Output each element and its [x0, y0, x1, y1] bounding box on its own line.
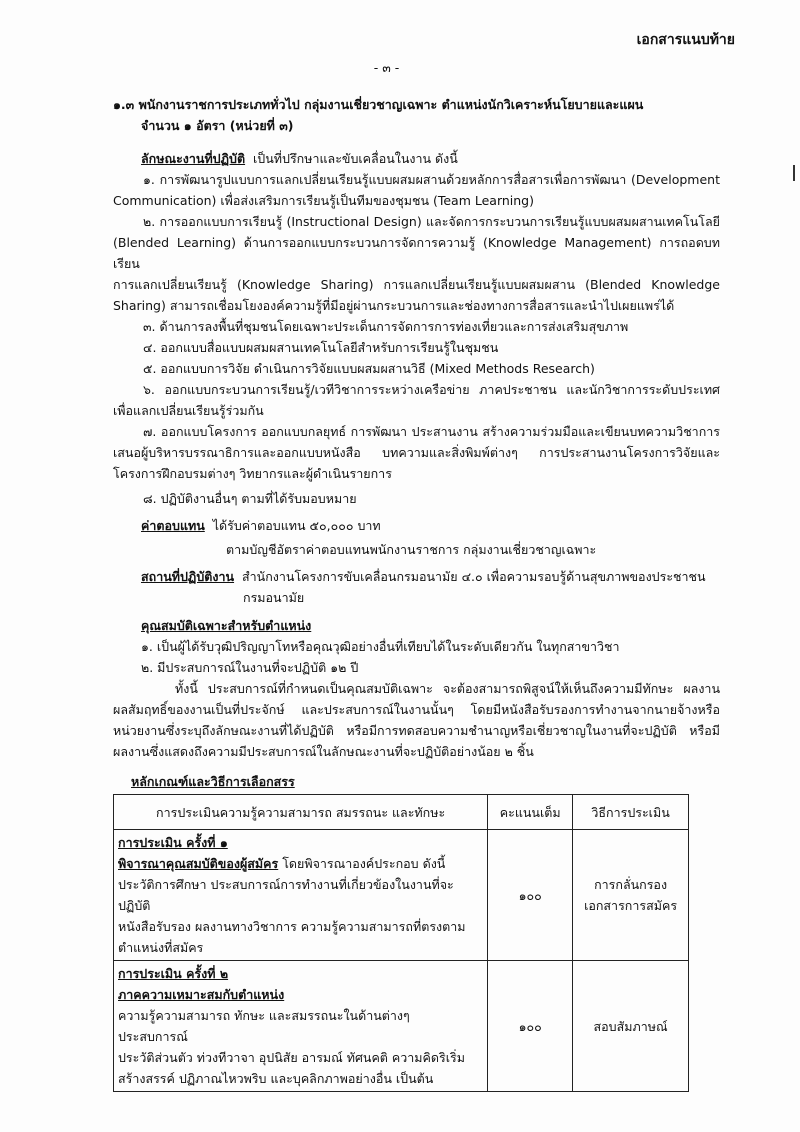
duties-heading-line — [141, 148, 720, 169]
score-cell: ๑๐๐ — [488, 830, 573, 961]
qualification-line: ๒. มีประสบการณ์ในงานที่จะปฏิบัติ ๑๒ ปี — [141, 660, 359, 675]
compensation-basis: ตามบัญชีอัตราค่าตอบแทนพนักงานราชการ กลุ่มงานเชี่ยวชาญเฉพาะ — [226, 542, 597, 557]
duty-line: การแลกเปลี่ยนเรียนรู้ (Knowledge Sharing) การแลกเปลี่ยนเรียนรู้แบบผสมผสาน (Blended Knowledge — [113, 277, 720, 292]
criteria-line: ประวัติการศึกษา ประสบการณ์การทำงานที่เกี่ยวข้องในงานที่จะปฏิบัติ — [118, 877, 454, 913]
duties-heading: ลักษณะงานที่ปฏิบัติ — [141, 151, 246, 166]
assessment-cell — [114, 961, 488, 1092]
criteria-line: ประวัติส่วนตัว ท่วงทีวาจา อุปนิสัย อารมณ์ ทัศนคติ ความคิดริเริ่ม — [118, 1050, 465, 1065]
qualifications-heading: คุณสมบัติเฉพาะสำหรับตำแหน่ง — [141, 618, 312, 633]
duty-line: ๘. ปฏิบัติงานอื่นๆ ตามที่ได้รับมอบหมาย — [143, 491, 357, 506]
assessment-cell — [114, 830, 488, 961]
position-count: จำนวน ๑ อัตรา (หน่วยที่ ๓) — [141, 118, 294, 133]
attachment-label: เอกสารแนบท้าย — [636, 32, 735, 48]
compensation-line — [141, 515, 720, 536]
criteria-line: ความรู้ความสามารถ ทักษะ และสมรรถนะในด้านต่างๆ ประสบการณ์ — [118, 1008, 410, 1044]
duty-line: เพื่อแลกเปลี่ยนเรียนรู้ร่วมกัน — [113, 403, 264, 418]
table-row — [114, 830, 689, 961]
page-number: - ๓ - — [373, 60, 400, 75]
score-cell: ๑๐๐ — [488, 961, 573, 1092]
qualification-line: ทั้งนี้ ประสบการณ์ที่กำหนดเป็นคุณสมบัติเฉพาะ จะต้องสามารถพิสูจน์ให้เห็นถึงความมีทักษะ ผลงาน — [175, 681, 720, 696]
qualification-line: ผลสัมฤทธิ์ของงานเป็นที่ประจักษ์ และประสบการณ์ในงานนั้นๆ โดยมีหนังสือรับรองการทำงานจากนายจ้างหรือ — [113, 702, 720, 717]
criteria-line: หนังสือรับรอง ผลงานทางวิชาการ ความรู้ความสามารถที่ตรงตาม — [118, 919, 466, 934]
duty-line: ๔. ออกแบบสื่อแบบผสมผสานเทคโนโลยีสำหรับการเรียนรู้ในชุมชน — [143, 340, 499, 355]
compensation-amount: ได้รับค่าตอบแทน ๕๐,๐๐๐ บาท — [212, 518, 381, 533]
duty-line: ๖. ออกแบบกระบวนการเรียนรู้/เวทีวิชาการระหว่างเครือข่าย ภาคประชาชน และนักวิชาการระดับประเทศ — [143, 382, 720, 397]
method-cell: การกลั่นกรองเอกสารการสมัคร — [573, 830, 689, 961]
table-header-row — [114, 795, 689, 830]
duty-line: Sharing) สามารถเชื่อมโยงองค์ความรู้ที่มีอยู่ผ่านกระบวนการและช่องทางการสื่อสารและนำไปเผยแพร่ได้ — [113, 298, 675, 313]
criteria-line: ตำแหน่งที่สมัคร — [118, 940, 204, 955]
qualification-line: หน่วยงานซึ่งระบุถึงลักษณะงานที่ได้ปฏิบัติ หรือมีการทดสอบความชำนาญหรือเชี่ยวชาญในงานที่จะปฏิบัติ หรือมี — [113, 723, 720, 738]
round-subheading: พิจารณาคุณสมบัติของผู้สมัคร — [118, 856, 279, 871]
duty-line: เสนอผู้บริหารบรรณาธิการและออกแบบหนังสือ บทความและสิ่งพิมพ์ต่างๆ การประสานงานโครงการวิจัยและ — [113, 445, 720, 460]
selection-heading: หลักเกณฑ์และวิธีการเลือกสรร — [131, 774, 295, 789]
criteria-line: สร้างสรรค์ ปฏิภาณไหวพริบ และบุคลิกภาพอย่างอื่น เป็นต้น — [118, 1071, 434, 1086]
duty-line: โครงการฝึกอบรมต่างๆ วิทยากรและผู้ดำเนินรายการ — [113, 466, 392, 481]
duty-line: ๑. การพัฒนารูปแบบการแลกเปลี่ยนเรียนรู้แบบผสมผสานด้วยหลักการสื่อสารเพื่อการพัฒนา (Development — [143, 172, 720, 187]
column-header: การประเมินความรู้ความสามารถ สมรรถนะ และทักษะ — [114, 795, 488, 830]
workplace-office: สำนักงานโครงการขับเคลื่อนกรมอนามัย ๔.๐ เพื่อความรอบรู้ด้านสุขภาพของประชาชน — [242, 569, 706, 584]
duty-line: ๗. ออกแบบโครงการ ออกแบบกลยุทธ์ การพัฒนา ประสานงาน สร้างความร่วมมือและเขียนบทความวิชาการ — [143, 424, 720, 439]
column-header: วิธีการประเมิน — [573, 795, 689, 830]
qualification-line: ๑. เป็นผู้ได้รับวุฒิปริญญาโทหรือคุณวุฒิอย่างอื่นที่เทียบได้ในระดับเดียวกัน ในทุกสาขาวิชา — [141, 639, 620, 654]
duty-line: ๓. ด้านการลงพื้นที่ชุมชนโดยเฉพาะประเด็นการจัดการการท่องเที่ยวและการส่งเสริมสุขภาพ — [143, 319, 629, 334]
workplace-line — [141, 566, 720, 587]
position-title: ๑.๓ พนักงานราชการประเภททั่วไป กลุ่มงานเชี่ยวชาญเฉพาะ ตำแหน่งนักวิเคราะห์นโยบายและแผน — [113, 97, 644, 112]
duty-line: ๒. การออกแบบการเรียนรู้ (Instructional Design) และจัดการกระบวนการเรียนรู้แบบผสมผสานเทคโนโลยี — [143, 214, 720, 229]
duties-intro: เป็นที่ปรึกษาและขับเคลื่อนในงาน ดังนี้ — [253, 151, 458, 166]
method-cell: สอบสัมภาษณ์ — [573, 961, 689, 1092]
duty-line: Communication) เพื่อส่งเสริมการเรียนรู้เป็นทีมของชุมชน (Team Learning) — [113, 193, 534, 208]
scan-mark — [793, 165, 795, 181]
table-row — [114, 961, 689, 1092]
round-subheading: ภาคความเหมาะสมกับตำแหน่ง — [118, 987, 285, 1002]
selection-table — [113, 794, 689, 1092]
duty-line: ๕. ออกแบบการวิจัย ดำเนินการวิจัยแบบผสมผสานวิธี (Mixed Methods Research) — [143, 361, 595, 376]
round-label: การประเมิน ครั้งที่ ๑ — [118, 835, 228, 850]
round-label: การประเมิน ครั้งที่ ๒ — [118, 966, 229, 981]
workplace-department: กรมอนามัย — [243, 590, 305, 605]
workplace-heading: สถานที่ปฏิบัติงาน — [141, 569, 235, 584]
duty-line: (Blended Learning) ด้านการออกแบบกระบวนการจัดการความรู้ (Knowledge Management) การถอดบทเรียน — [113, 235, 720, 271]
qualification-line: ผลงานซึ่งแสดงถึงความมีประสบการณ์ในลักษณะงานที่จะปฏิบัติอย่างน้อย ๒ ชิ้น — [113, 744, 534, 759]
compensation-heading: ค่าตอบแทน — [141, 518, 205, 533]
round-subheading-rest: โดยพิจารณาองค์ประกอบ ดังนี้ — [278, 856, 446, 871]
column-header: คะแนนเต็ม — [488, 795, 573, 830]
